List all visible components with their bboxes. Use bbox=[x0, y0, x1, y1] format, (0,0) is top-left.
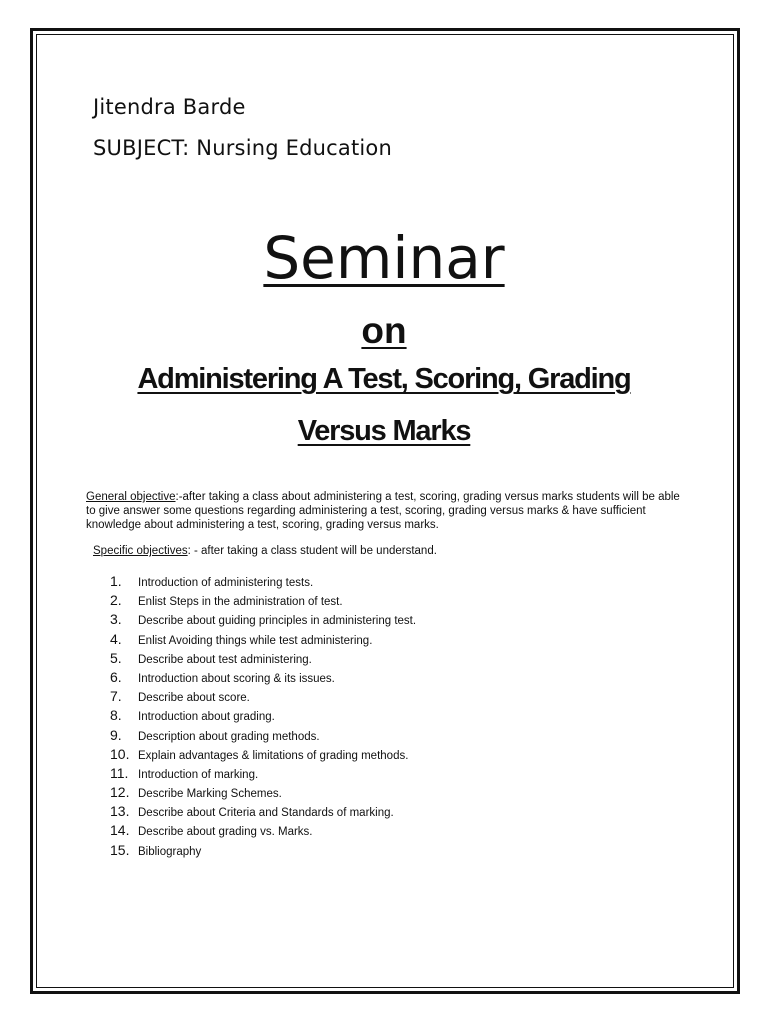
list-item bbox=[110, 669, 416, 688]
topic-heading-line-1 bbox=[0, 360, 768, 398]
specific-objectives-paragraph bbox=[93, 544, 437, 558]
list-item-text: Describe about grading vs. Marks. bbox=[138, 826, 313, 839]
on-heading bbox=[0, 308, 768, 354]
list-item-text: Introduction of marking. bbox=[138, 768, 259, 781]
subject-line: SUBJECT: Nursing Education bbox=[93, 136, 392, 160]
list-item-number: 11. bbox=[110, 764, 129, 781]
list-item-text: Describe about test administering. bbox=[138, 653, 312, 666]
specific-objectives-text: : - after taking a class student will be understand. bbox=[187, 545, 437, 557]
list-item bbox=[110, 707, 416, 726]
list-item-number: 4. bbox=[110, 630, 122, 647]
list-item-number: 9. bbox=[110, 726, 122, 743]
list-item-number: 10. bbox=[110, 745, 130, 762]
list-item-text: Description about grading methods. bbox=[138, 730, 320, 743]
list-item-text: Introduction about scoring & its issues. bbox=[138, 672, 335, 685]
list-item-number: 5. bbox=[110, 649, 122, 666]
list-item bbox=[110, 650, 416, 669]
list-item bbox=[110, 784, 416, 803]
list-item bbox=[110, 727, 416, 746]
list-item-number: 2. bbox=[110, 592, 122, 609]
list-item bbox=[110, 746, 416, 765]
list-item-number: 3. bbox=[110, 611, 122, 628]
list-item-text: Explain advantages & limitations of grading methods. bbox=[138, 749, 409, 762]
list-item bbox=[110, 611, 416, 630]
list-item bbox=[110, 631, 416, 650]
list-item-text: Introduction about grading. bbox=[138, 711, 275, 724]
list-item-text: Describe about Criteria and Standards of marking. bbox=[138, 807, 394, 820]
list-item-number: 6. bbox=[110, 668, 122, 685]
list-item-number: 13. bbox=[110, 803, 130, 820]
objectives-list bbox=[110, 573, 416, 861]
topic-heading-line-2-text: Versus Marks bbox=[297, 415, 471, 447]
list-item-text: Introduction of administering tests. bbox=[138, 577, 314, 589]
list-item-number: 8. bbox=[110, 707, 122, 724]
list-item bbox=[110, 822, 416, 841]
general-objective-text: :-after taking a class about administering a test, scoring, grading versus marks students will be able to give answer some questions regarding administering a test, scoring, grading versus marks & have sufficient knowledge about administering a test, scoring, grading versus marks. bbox=[86, 491, 680, 531]
list-item-text: Describe about score. bbox=[138, 692, 250, 705]
list-item bbox=[110, 842, 416, 861]
seminar-title bbox=[0, 222, 768, 294]
general-objective-paragraph bbox=[86, 490, 686, 532]
list-item-number: 14. bbox=[110, 822, 130, 839]
topic-heading-line-2 bbox=[0, 412, 768, 450]
list-item-text: Describe about guiding principles in administering test. bbox=[138, 615, 417, 628]
list-item-text: Describe Marking Schemes. bbox=[138, 788, 282, 801]
list-item-text: Enlist Steps in the administration of test. bbox=[138, 596, 343, 609]
general-objective-label: General objective bbox=[86, 491, 176, 503]
author-name: Jitendra Barde bbox=[93, 95, 246, 119]
specific-objectives-label: Specific objectives bbox=[93, 545, 188, 557]
list-item bbox=[110, 803, 416, 822]
on-heading-text: on bbox=[361, 310, 407, 351]
topic-heading-line-1-text: Administering A Test, Scoring, Grading bbox=[137, 363, 631, 395]
list-item-number: 1. bbox=[110, 573, 122, 589]
list-item bbox=[110, 688, 416, 707]
list-item bbox=[110, 573, 416, 592]
list-item-number: 7. bbox=[110, 688, 122, 705]
list-item-text: Bibliography bbox=[138, 845, 202, 858]
list-item bbox=[110, 592, 416, 611]
list-item-number: 12. bbox=[110, 784, 130, 801]
seminar-title-text: Seminar bbox=[263, 224, 505, 292]
list-item-text: Enlist Avoiding things while test administering. bbox=[138, 634, 373, 647]
list-item bbox=[110, 765, 416, 784]
list-item-number: 15. bbox=[110, 841, 130, 858]
